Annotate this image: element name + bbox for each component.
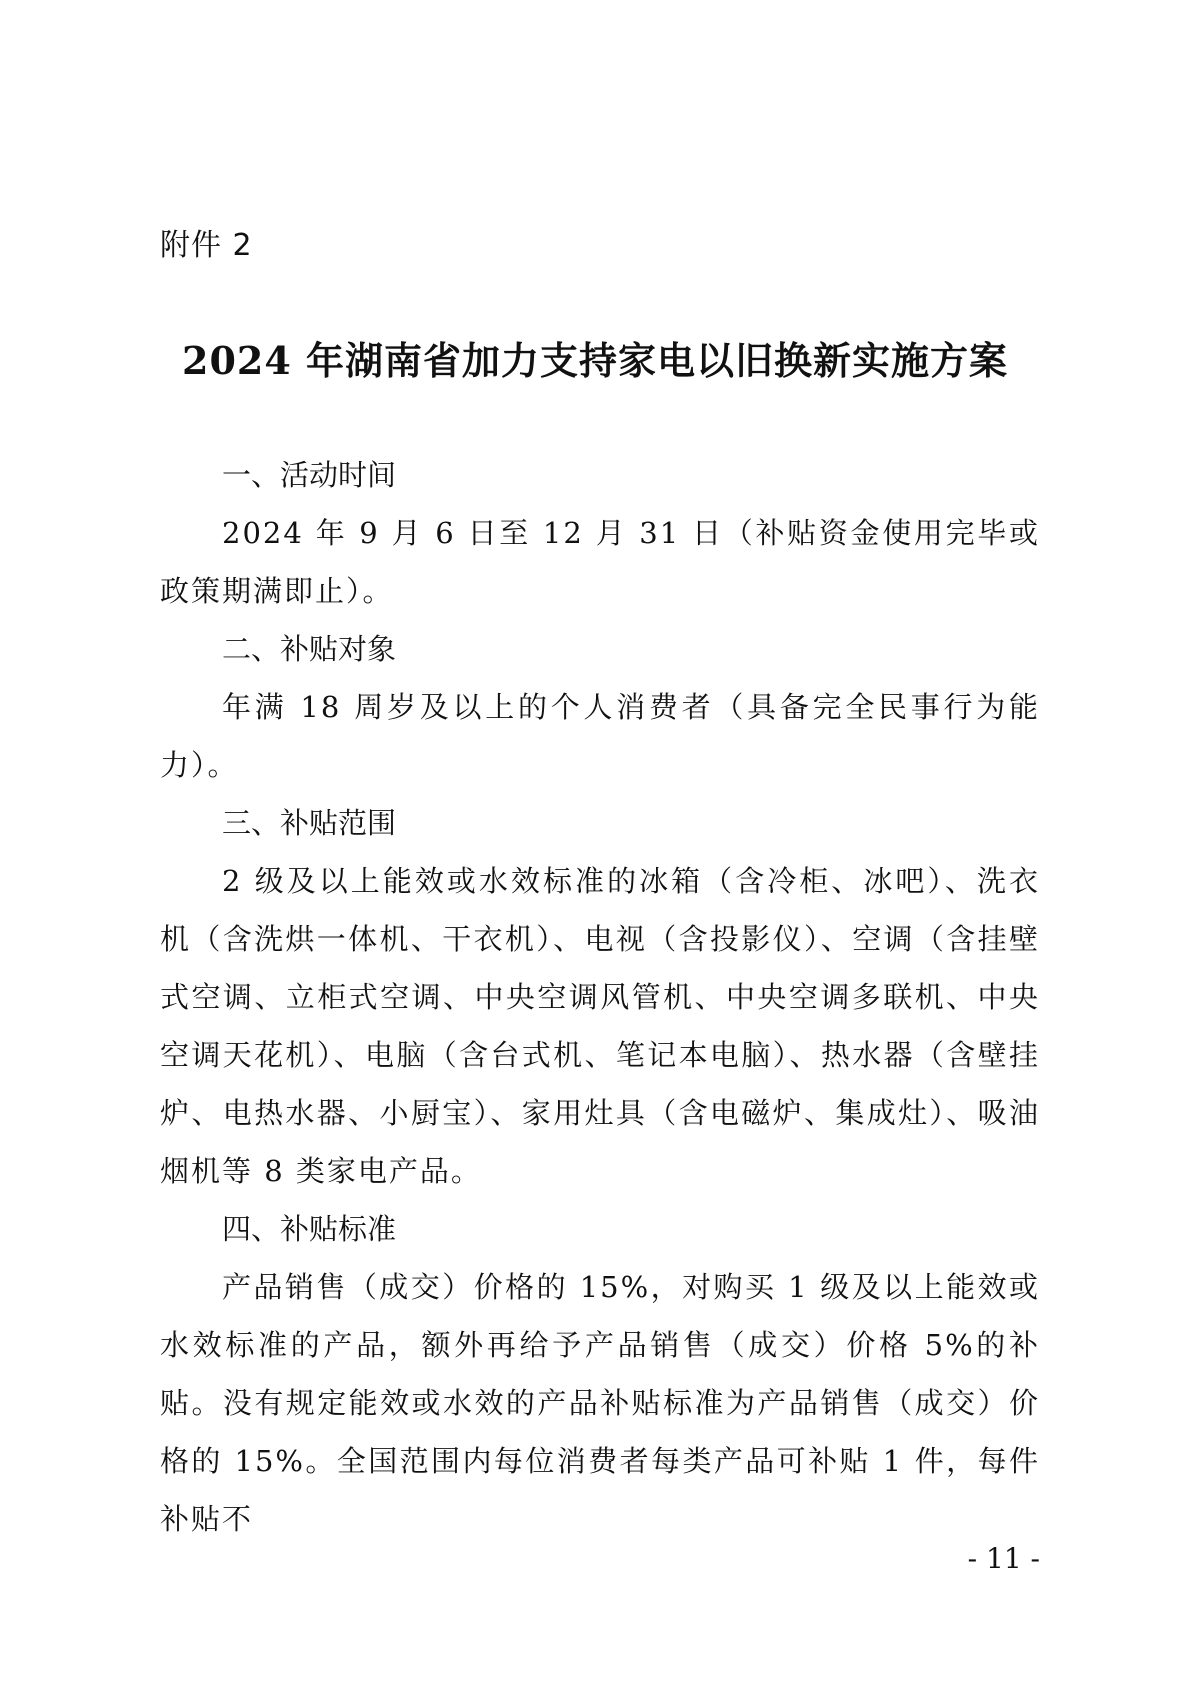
section-paragraph: 2024 年 9 月 6 日至 12 月 31 日（补贴资金使用完毕或政策期满即止）。 xyxy=(160,516,1040,608)
section-heading: 二、补贴对象 xyxy=(222,632,397,666)
document-title: 2024 年湖南省加力支持家电以旧换新实施方案 xyxy=(182,338,1008,383)
section-heading: 四、补贴标准 xyxy=(222,1212,397,1246)
attachment-label: 附件 2 xyxy=(160,228,253,263)
section-subsidy-standard xyxy=(160,1200,1040,1548)
page-number: - 11 - xyxy=(967,1542,1040,1575)
section-heading: 三、补贴范围 xyxy=(222,806,397,840)
section-heading: 一、活动时间 xyxy=(222,458,397,492)
section-activity-time xyxy=(160,446,1040,620)
section-paragraph: 产品销售（成交）价格的 15%，对购买 1 级及以上能效或水效标准的产品，额外再给予产品销售（成交）价格 5%的补贴。没有规定能效或水效的产品补贴标准为产品销售（成交）价格的 15%。全国范围内每位消费者每类产品可补贴 1 件，每件补贴不 xyxy=(160,1270,1040,1536)
section-paragraph: 年满 18 周岁及以上的个人消费者（具备完全民事行为能力）。 xyxy=(160,690,1040,782)
section-paragraph: 2 级及以上能效或水效标准的冰箱（含冷柜、冰吧）、洗衣机（含洗烘一体机、干衣机）、电视（含投影仪）、空调（含挂壁式空调、立柜式空调、中央空调风管机、中央空调多联机、中央空调天花机）、电脑（含台式机、笔记本电脑）、热水器（含壁挂炉、电热水器、小厨宝）、家用灶具（含电磁炉、集成灶）、吸油烟机等 8 类家电产品。 xyxy=(160,864,1040,1188)
section-subsidy-scope xyxy=(160,794,1040,1200)
document-body xyxy=(160,446,1040,1548)
section-subsidy-target xyxy=(160,620,1040,794)
